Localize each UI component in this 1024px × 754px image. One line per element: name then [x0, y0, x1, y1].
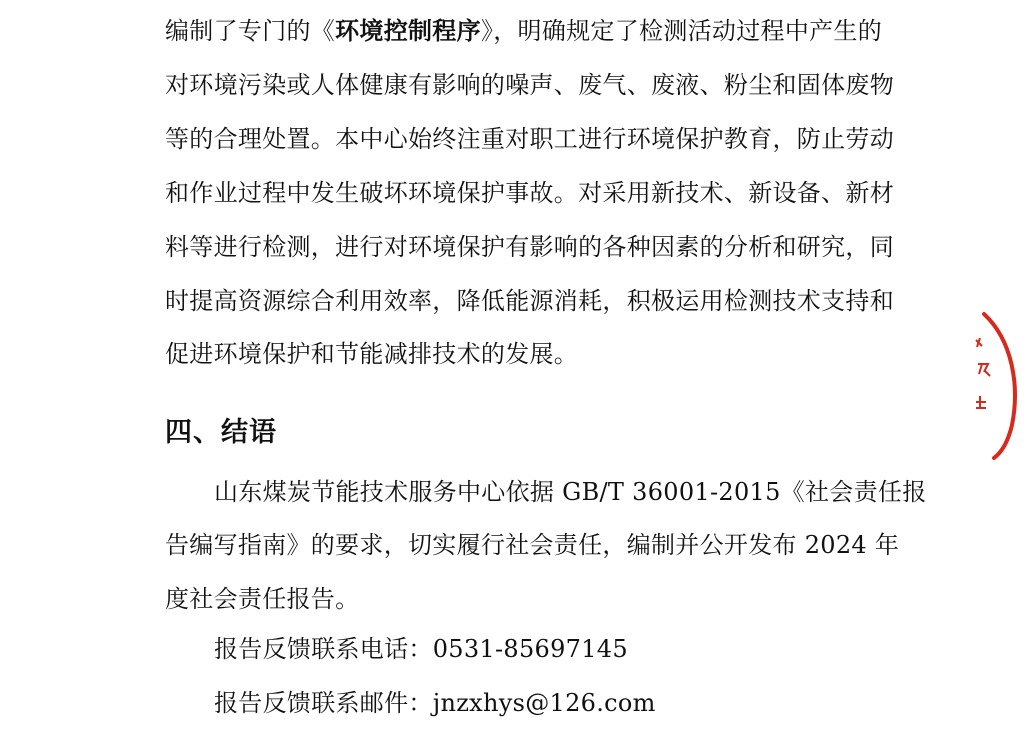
section4-line2: 告编写指南》的要求，切实履行社会责任，编制并公开发布 2024 年 [165, 531, 900, 559]
paragraph1-line2: 对环境污染或人体健康有影响的噪声、废气、废液、粉尘和固体废物 [165, 71, 894, 99]
red-seal-stamp [954, 300, 1024, 470]
section4-line3: 度社会责任报告。 [165, 585, 360, 613]
seal-arc [954, 300, 1024, 470]
section4-line1: 山东煤炭节能技术服务中心依据 GB/T 36001-2015《社会责任报 [214, 478, 927, 506]
feedback-phone: 报告反馈联系电话：0531-85697145 [214, 635, 628, 663]
paragraph1-line1-bold: 环境控制程序 [335, 16, 481, 45]
paragraph1-line4: 和作业过程中发生破坏环境保护事故。对采用新技术、新设备、新材 [165, 179, 894, 207]
feedback-email: 报告反馈联系邮件：jnzxhys@126.com [214, 689, 656, 717]
paragraph1-line3: 等的合理处置。本中心始终注重对职工进行环境保护教育，防止劳动 [165, 125, 894, 153]
paragraph1-line5: 料等进行检测，进行对环境保护有影响的各种因素的分析和研究，同 [165, 233, 894, 261]
paragraph1-line7: 促进环境保护和节能减排技术的发展。 [165, 340, 579, 368]
paragraph1-line1-post: 》，明确规定了检测活动过程中产生的 [480, 17, 883, 45]
section4-heading: 四、结语 [165, 417, 277, 448]
paragraph1-line1 [165, 16, 885, 46]
paragraph1-line1-pre: 编制了专门的《 [165, 17, 336, 45]
paragraph1-line6: 时提高资源综合利用效率，降低能源消耗，积极运用检测技术支持和 [165, 287, 894, 315]
